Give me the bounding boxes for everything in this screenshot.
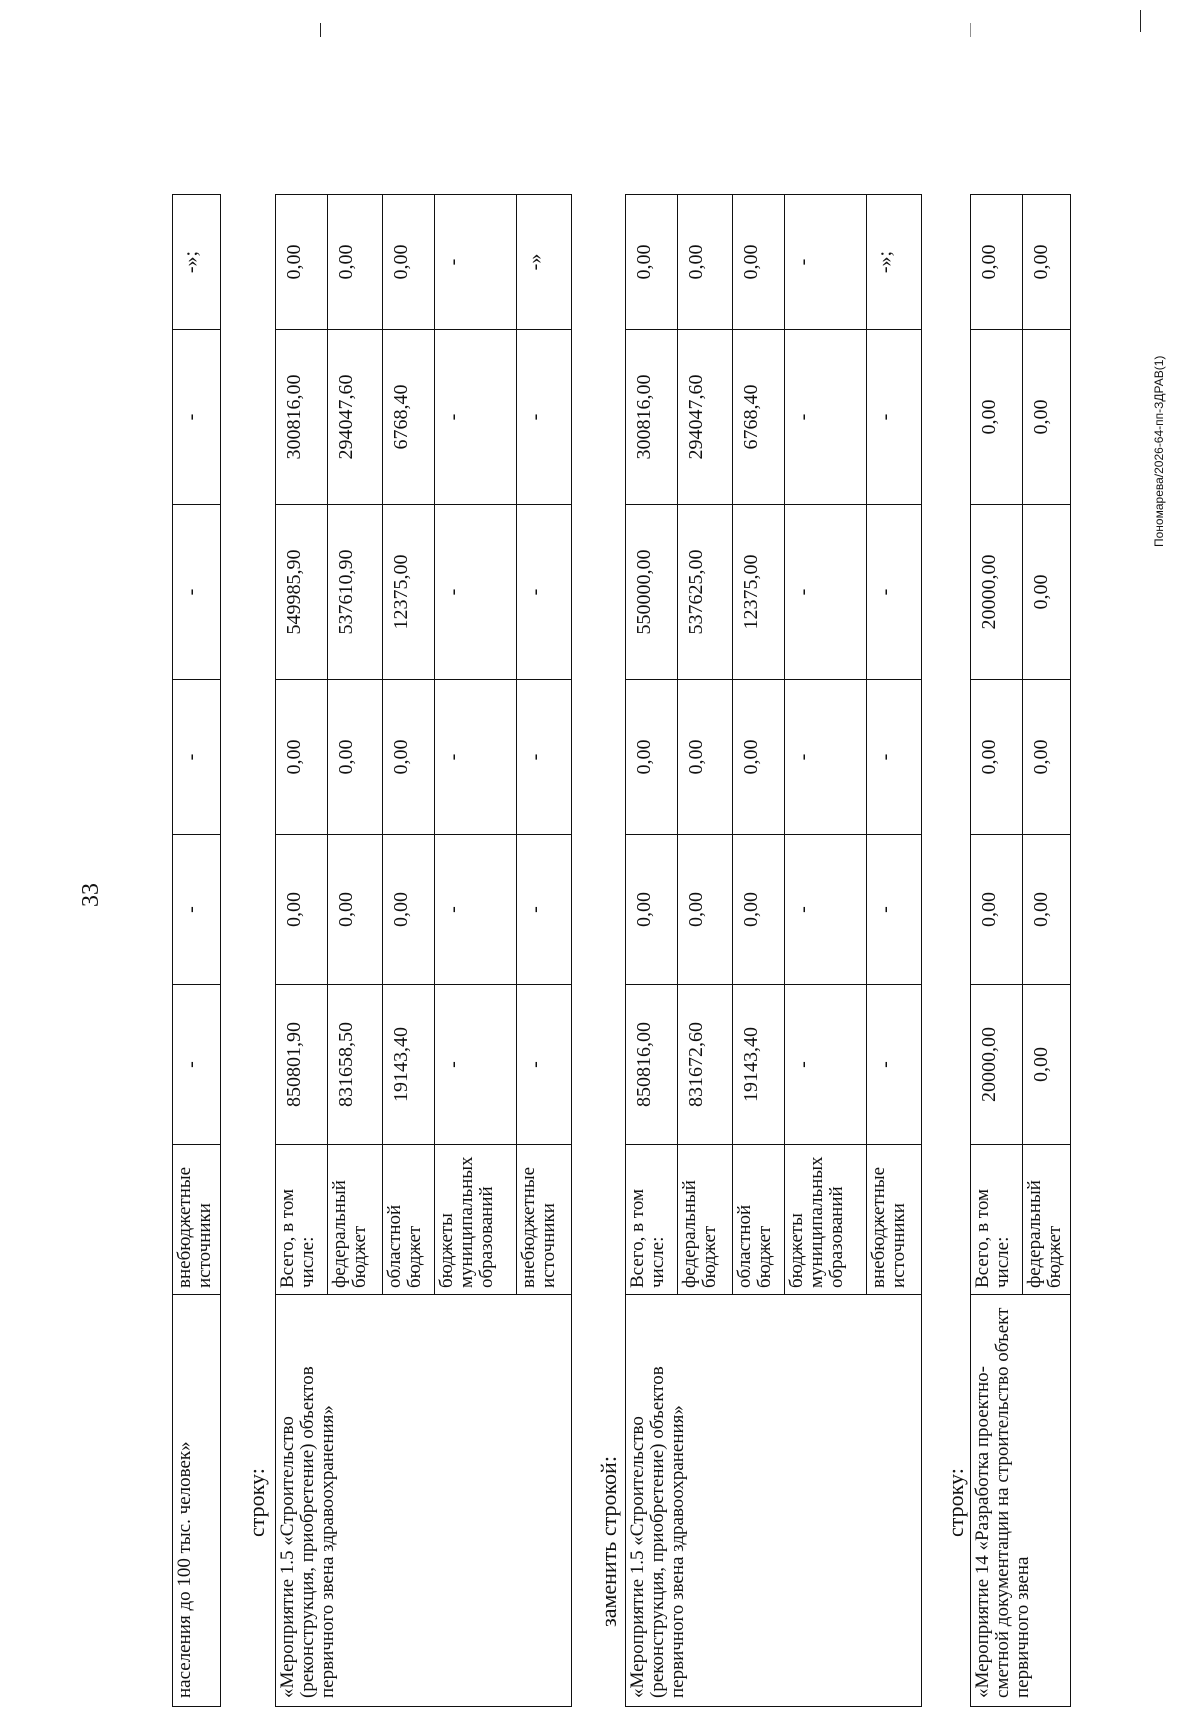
value-cell: -	[173, 680, 221, 835]
value-cell: 0,00	[276, 680, 328, 835]
measure-title: «Мероприятие 1.5 «Строительство (реконструкция, приобретение) объектов первичного звена здравоохранения»	[276, 1295, 572, 1707]
value-cell: 19143,40	[383, 985, 435, 1145]
value-cell: 831672,60	[678, 985, 733, 1145]
value-cell: 0,00	[1023, 835, 1071, 985]
value-cell: 294047,60	[678, 330, 733, 505]
value-cell: -	[435, 835, 517, 985]
value-cell: -	[867, 680, 922, 835]
row-source: федеральный бюджет	[1023, 1145, 1071, 1295]
value-cell: 537610,90	[328, 505, 383, 680]
value-cell: -	[435, 985, 517, 1145]
value-cell: -	[517, 330, 572, 505]
value-cell: 0,00	[1023, 985, 1071, 1145]
value-cell: -	[785, 985, 867, 1145]
value-cell: 0,00	[276, 195, 328, 330]
row-source: федеральный бюджет	[678, 1145, 733, 1295]
value-cell: 0,00	[383, 680, 435, 835]
value-cell: 6768,40	[383, 330, 435, 505]
value-cell: 0,00	[971, 835, 1023, 985]
row-source: Всего, в том числе:	[276, 1145, 328, 1295]
value-cell: 0,00	[276, 835, 328, 985]
table-row	[626, 195, 678, 1707]
value-cell: 0,00	[383, 835, 435, 985]
value-cell: 0,00	[626, 680, 678, 835]
value-cell: -	[785, 680, 867, 835]
row-title: населения до 100 тыс. человек»	[173, 1295, 221, 1707]
row-source: бюджеты муниципальных образований	[435, 1145, 517, 1295]
value-cell: 0,00	[328, 835, 383, 985]
row-source: областной бюджет	[733, 1145, 785, 1295]
value-cell: 12375,00	[733, 505, 785, 680]
row-source: областной бюджет	[383, 1145, 435, 1295]
scan-mark	[1140, 10, 1141, 32]
value-cell: 0,00	[383, 195, 435, 330]
value-cell: -	[173, 505, 221, 680]
row-source: внебюджетные источники	[173, 1145, 221, 1295]
value-cell: 0,00	[1023, 195, 1071, 330]
value-cell: 12375,00	[383, 505, 435, 680]
scan-mark	[970, 23, 971, 37]
caption-stroku: строку:	[244, 1468, 269, 1537]
value-cell: 0,00	[971, 680, 1023, 835]
value-cell: 0,00	[1023, 680, 1071, 835]
value-cell: 0,00	[1023, 330, 1071, 505]
table-row	[971, 195, 1023, 1707]
row-source: Всего, в том числе:	[971, 1145, 1023, 1295]
value-cell: -	[517, 680, 572, 835]
value-cell: 850801,90	[276, 985, 328, 1145]
value-cell: 0,00	[626, 195, 678, 330]
value-cell: 300816,00	[276, 330, 328, 505]
value-cell: 0,00	[328, 680, 383, 835]
value-cell: 20000,00	[971, 985, 1023, 1145]
value-cell: -	[785, 835, 867, 985]
value-cell: 294047,60	[328, 330, 383, 505]
value-cell: -	[435, 330, 517, 505]
value-cell: 831658,50	[328, 985, 383, 1145]
table-measure-1-5-old	[275, 194, 572, 1707]
value-cell: 0,00	[1023, 505, 1071, 680]
table-measure-14	[970, 194, 1071, 1707]
value-cell: -	[435, 195, 517, 330]
row-source: бюджеты муниципальных образований	[785, 1145, 867, 1295]
value-cell: 550000,00	[626, 505, 678, 680]
value-cell: -	[867, 985, 922, 1145]
value-cell: -	[867, 505, 922, 680]
value-cell: 0,00	[733, 680, 785, 835]
value-cell: -	[435, 680, 517, 835]
value-cell: 19143,40	[733, 985, 785, 1145]
value-cell: 0,00	[626, 835, 678, 985]
page-number: 33	[78, 883, 104, 907]
value-cell: 0,00	[733, 195, 785, 330]
value-cell: -»;	[173, 195, 221, 330]
value-cell: 0,00	[678, 195, 733, 330]
value-cell: -	[785, 505, 867, 680]
value-cell: -»	[517, 195, 572, 330]
value-cell: -	[785, 330, 867, 505]
row-source: федеральный бюджет	[328, 1145, 383, 1295]
table-row	[276, 195, 328, 1707]
row-source: внебюджетные источники	[517, 1145, 572, 1295]
value-cell: -	[517, 505, 572, 680]
value-cell: 20000,00	[971, 505, 1023, 680]
measure-title: «Мероприятие 14 «Разработка проектно-сметной документации на строительство объект первичного звена	[971, 1295, 1071, 1707]
caption-stroku-2: строку:	[943, 1468, 968, 1537]
scan-mark	[320, 23, 321, 37]
value-cell: 0,00	[678, 680, 733, 835]
value-cell: -	[517, 835, 572, 985]
value-cell: 0,00	[328, 195, 383, 330]
value-cell: 0,00	[971, 195, 1023, 330]
value-cell: 537625,00	[678, 505, 733, 680]
caption-zamenit: заменить строкой:	[596, 1456, 621, 1627]
table-row	[173, 195, 221, 1707]
value-cell: 0,00	[678, 835, 733, 985]
value-cell: 6768,40	[733, 330, 785, 505]
value-cell: 549985,90	[276, 505, 328, 680]
row-source: Всего, в том числе:	[626, 1145, 678, 1295]
value-cell: -	[867, 835, 922, 985]
row-source: внебюджетные источники	[867, 1145, 922, 1295]
footer-document-code: Пономарева/2026-64-пп-ЗДРАВ(1)	[1152, 355, 1166, 547]
value-cell: 0,00	[733, 835, 785, 985]
value-cell: -	[173, 985, 221, 1145]
value-cell: -	[785, 195, 867, 330]
value-cell: 850816,00	[626, 985, 678, 1145]
value-cell: -	[173, 330, 221, 505]
value-cell: 0,00	[971, 330, 1023, 505]
value-cell: -	[867, 330, 922, 505]
value-cell: -	[173, 835, 221, 985]
value-cell: -	[435, 505, 517, 680]
table-measure-1-5-new	[625, 194, 922, 1707]
table-header-row	[172, 194, 221, 1707]
value-cell: -	[517, 985, 572, 1145]
value-cell: 300816,00	[626, 330, 678, 505]
value-cell: -»;	[867, 195, 922, 330]
measure-title: «Мероприятие 1.5 «Строительство (реконструкция, приобретение) объектов первичного звена здравоохранения»	[626, 1295, 922, 1707]
